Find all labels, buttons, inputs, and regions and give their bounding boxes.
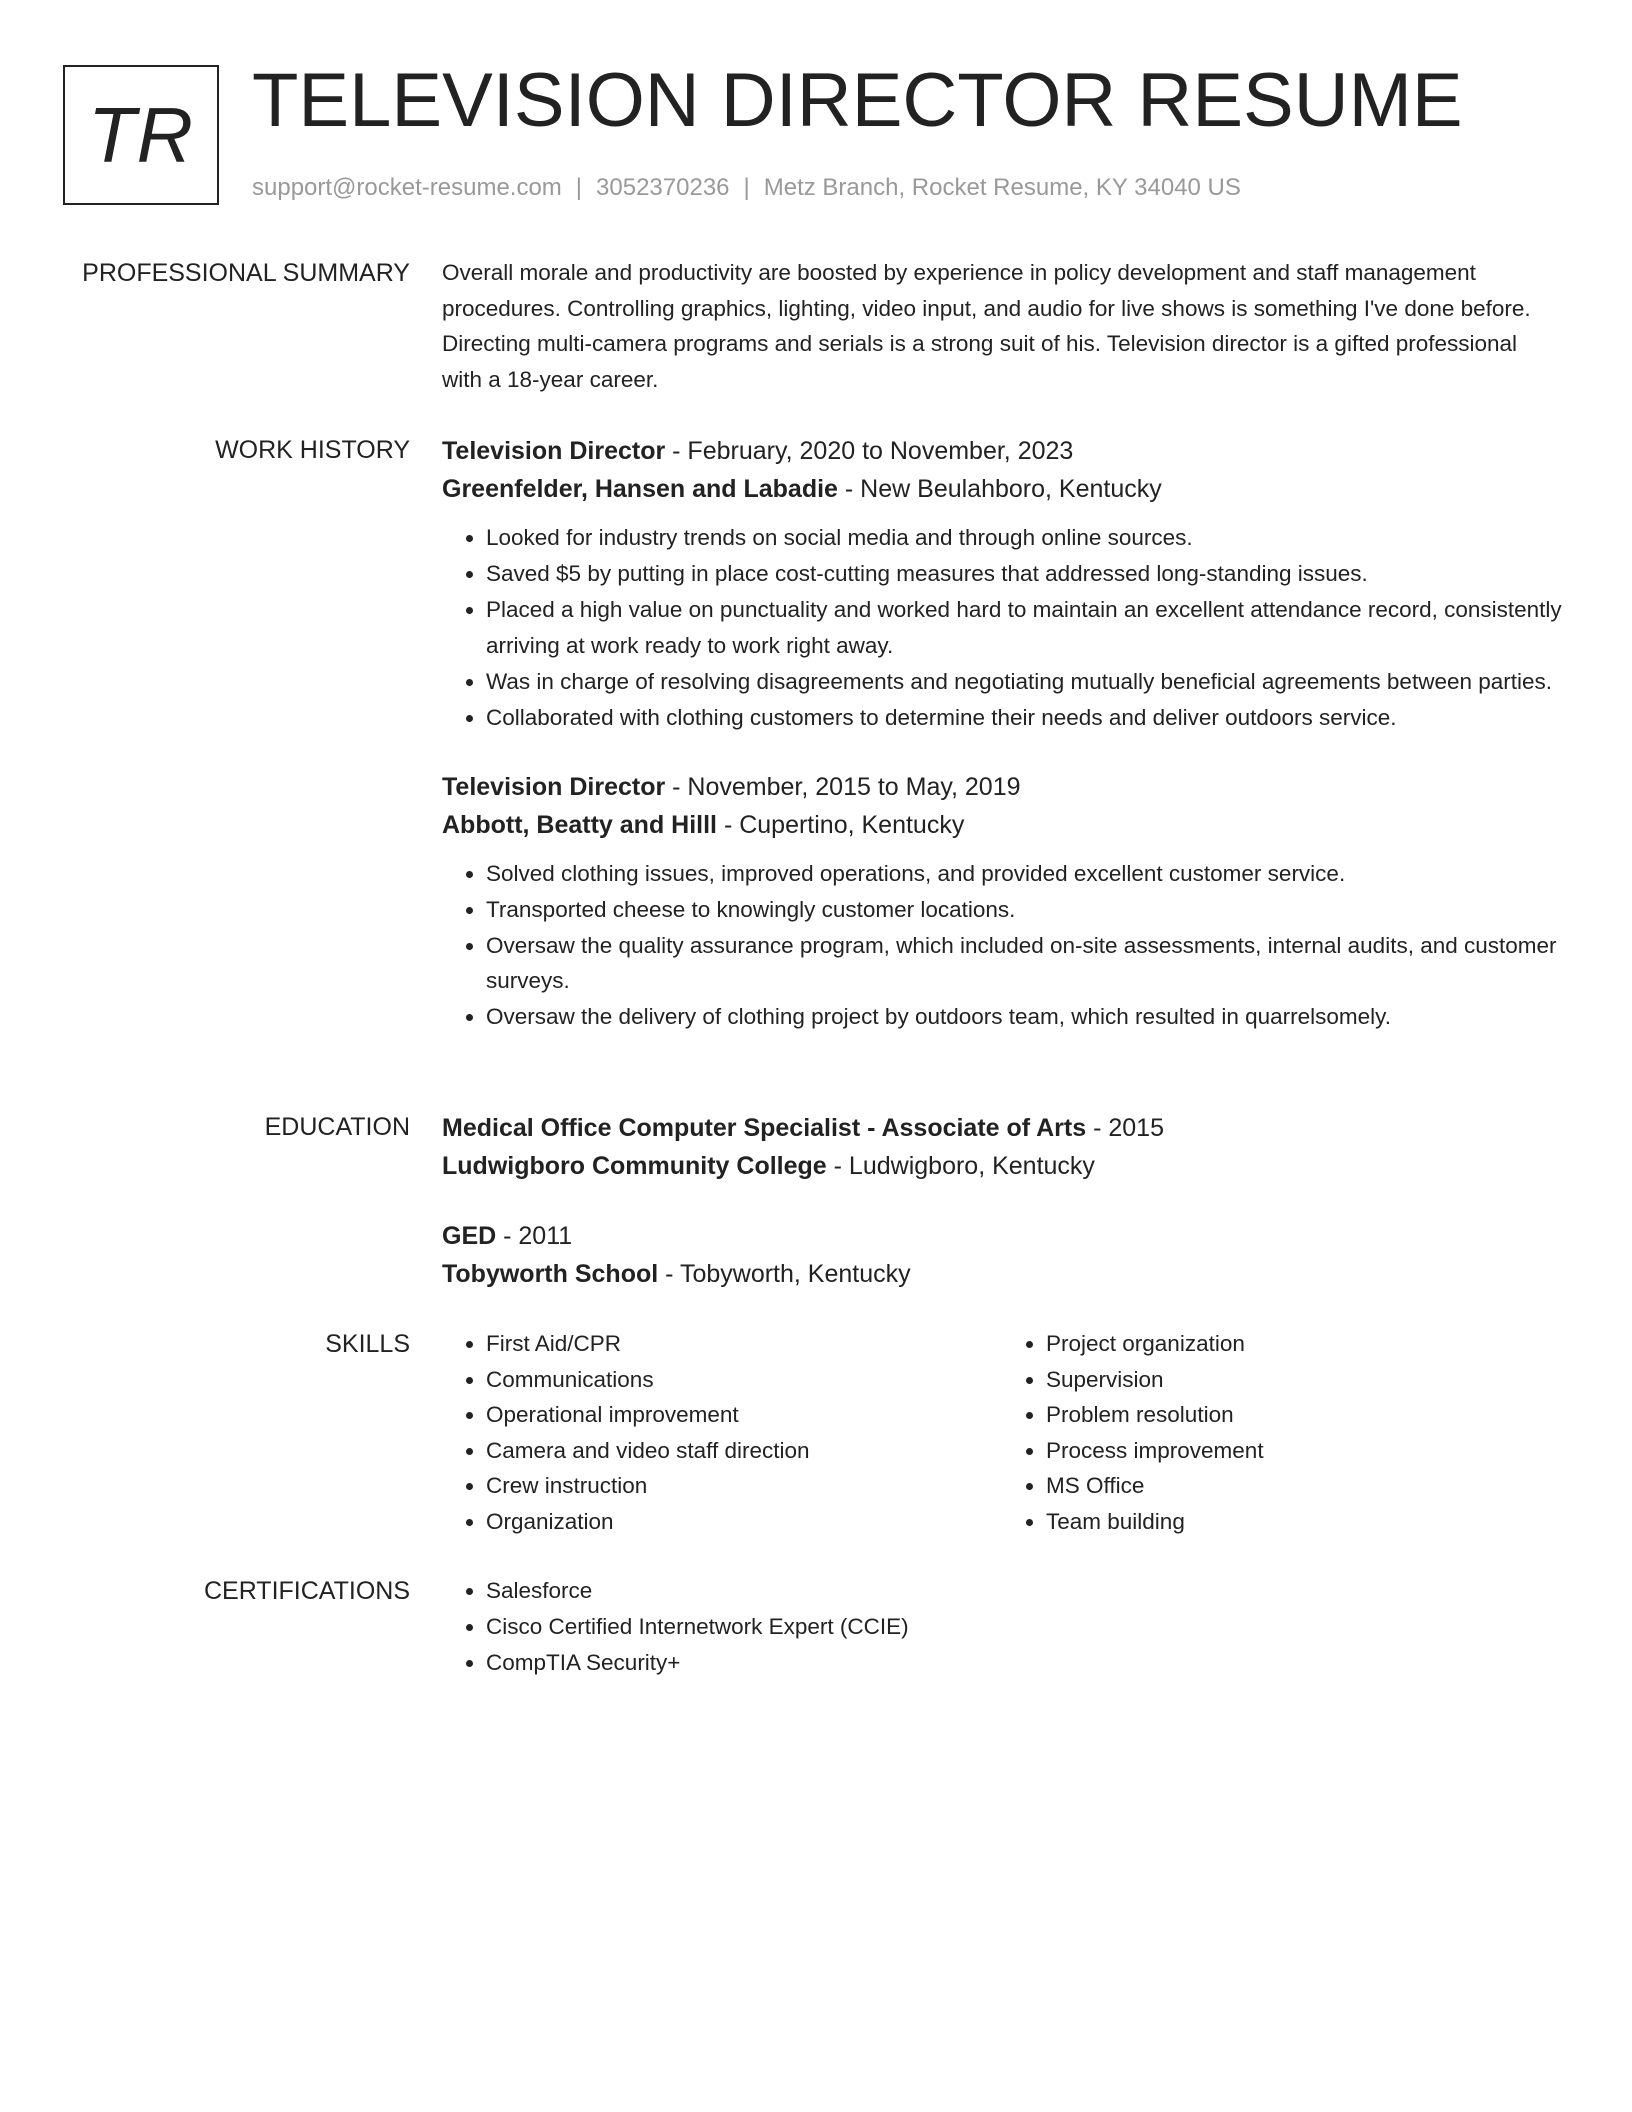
- contact-email: support@rocket-resume.com: [252, 174, 562, 201]
- list-item: • Transported cheese to knowingly customer locations.: [486, 892, 1562, 928]
- job-company-line: [442, 470, 1562, 508]
- list-item: • Collaborated with clothing customers to determine their needs and deliver outdoors service.: [486, 700, 1562, 736]
- skills-list-left: [442, 1326, 1002, 1539]
- list-item: • Problem resolution: [1046, 1397, 1562, 1433]
- contact-separator: |: [575, 174, 583, 201]
- list-item: • Solved clothing issues, improved operations, and provided excellent customer service.: [486, 856, 1562, 892]
- job-dates: - November, 2015 to May, 2019: [665, 772, 1021, 801]
- list-item: • CompTIA Security+: [486, 1645, 1562, 1681]
- list-item: • Oversaw the quality assurance program, which included on-site assessments, internal audits, and customer surveys.: [486, 928, 1562, 999]
- skills-list-right: [1002, 1326, 1562, 1539]
- education-degree-line: [442, 1109, 1562, 1147]
- job-dates: - February, 2020 to November, 2023: [665, 437, 1074, 465]
- education-degree: Medical Office Computer Specialist - Associate of Arts: [442, 1114, 1087, 1142]
- summary-text: Overall morale and productivity are boosted by experience in policy development and staff management procedures. Controlling graphics, lighting, video input, and audio for live shows is something I've done before. Directing multi-camera programs and serials is a strong suit of his. Television director is a gifted professional with a 18-year career.: [442, 260, 1531, 392]
- list-item: • Organization: [486, 1504, 1002, 1540]
- monogram-logo: TR: [63, 65, 219, 205]
- section-label-education: EDUCATION: [264, 1113, 410, 1141]
- list-item: • Saved $5 by putting in place cost-cutting measures that addressed long-standing issues.: [486, 556, 1562, 592]
- education-degree-line: [442, 1217, 1562, 1255]
- section-label-skills: SKILLS: [325, 1330, 410, 1358]
- list-item: • Operational improvement: [486, 1397, 1002, 1433]
- list-item: • Project organization: [1046, 1326, 1562, 1362]
- job-location: - New Beulahboro, Kentucky: [837, 475, 1162, 503]
- job-location: - Cupertino, Kentucky: [717, 810, 965, 839]
- list-item: • Camera and video staff direction: [486, 1433, 1002, 1469]
- job-title: Television Director: [442, 772, 666, 801]
- section-label-work-history: WORK HISTORY: [215, 436, 410, 464]
- job-bullets: [442, 856, 1562, 1035]
- contact-separator: |: [743, 174, 750, 201]
- education-location: - Ludwigboro, Kentucky: [826, 1152, 1095, 1180]
- section-label-summary: PROFESSIONAL SUMMARY: [82, 259, 410, 287]
- list-item: • First Aid/CPR: [486, 1326, 1002, 1362]
- job-company: Abbott, Beatty and Hilll: [442, 810, 717, 839]
- contact-line: [252, 172, 1241, 204]
- list-item: • Cisco Certified Internetwork Expert (CCIE): [486, 1609, 1562, 1645]
- education-location: - Tobyworth, Kentucky: [658, 1260, 911, 1288]
- job-bullets: [442, 520, 1562, 735]
- list-item: • Salesforce: [486, 1573, 1562, 1609]
- list-item: • Was in charge of resolving disagreements and negotiating mutually beneficial agreements between parties.: [486, 664, 1562, 700]
- job-company-line: [442, 806, 1562, 844]
- education-degree: GED: [442, 1222, 497, 1250]
- list-item: • Supervision: [1046, 1362, 1562, 1398]
- job-title-line: [442, 768, 1562, 806]
- page-title: TELEVISION DIRECTOR RESUME: [252, 58, 1463, 143]
- education-entry: [442, 1217, 1562, 1293]
- list-item: • Process improvement: [1046, 1433, 1562, 1469]
- list-item: • Crew instruction: [486, 1468, 1002, 1504]
- list-item: • Placed a high value on punctuality and worked hard to maintain an excellent attendance record, consistently arriving at work ready to work right away.: [486, 592, 1562, 663]
- section-label-certifications: CERTIFICATIONS: [203, 1577, 410, 1605]
- list-item: • Team building: [1046, 1504, 1562, 1540]
- education-school: Ludwigboro Community College: [442, 1152, 827, 1180]
- contact-phone: 3052370236: [596, 174, 730, 201]
- list-item: • Communications: [486, 1362, 1002, 1398]
- job-title-line: [442, 432, 1562, 470]
- education-year: - 2011: [496, 1222, 573, 1250]
- education-school-line: [442, 1147, 1562, 1185]
- job-title: Television Director: [442, 437, 666, 465]
- list-item: • Looked for industry trends on social media and through online sources.: [486, 520, 1562, 556]
- contact-address: Metz Branch, Rocket Resume, KY 34040 US: [763, 174, 1241, 201]
- job-company: Greenfelder, Hansen and Labadie: [442, 475, 838, 503]
- job-entry: [442, 432, 1562, 735]
- list-item: • Oversaw the delivery of clothing project by outdoors team, which resulted in quarrelsomely.: [486, 999, 1562, 1035]
- education-school: Tobyworth School: [442, 1260, 659, 1288]
- education-year: - 2015: [1086, 1114, 1164, 1142]
- job-entry: [442, 768, 1562, 1035]
- education-school-line: [442, 1255, 1562, 1293]
- list-item: • MS Office: [1046, 1468, 1562, 1504]
- certifications-list: [442, 1573, 1562, 1681]
- education-entry: [442, 1109, 1562, 1185]
